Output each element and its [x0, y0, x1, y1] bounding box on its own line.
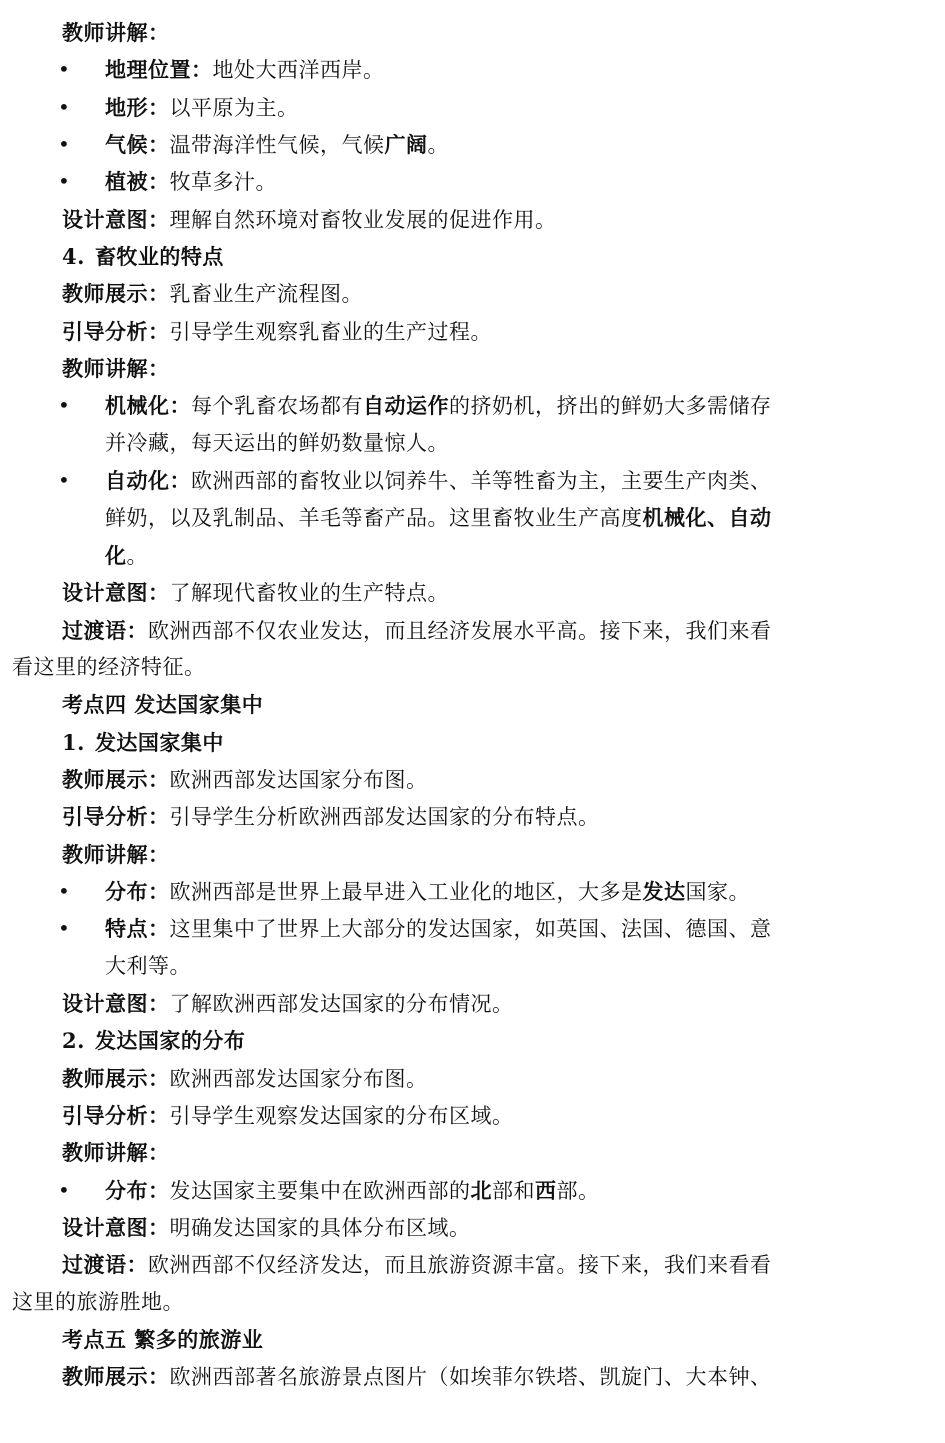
bullet-text: 的挤奶机，挤出的鲜奶大多需储存	[449, 394, 772, 419]
bullet-bold-text: 发达	[642, 878, 686, 904]
label: 教师讲解：	[62, 841, 170, 867]
transition	[0, 612, 945, 649]
bullet-icon: •	[58, 878, 71, 903]
bullet-icon: •	[58, 1177, 71, 1202]
label: 过渡语：	[62, 1252, 148, 1278]
teacher-explain-heading	[0, 1134, 945, 1171]
show-text: 欧洲西部发达国家分布图。	[169, 1066, 428, 1091]
bullet-bold-text: 北	[470, 1177, 492, 1203]
bullet-text: 鲜奶，以及乳制品、羊毛等畜产品。这里畜牧业生产高度	[105, 506, 643, 531]
bullet-continuation	[0, 425, 945, 462]
bullet-tail: 部。	[556, 1178, 600, 1203]
design-text: 明确发达国家的具体分布区域。	[169, 1216, 471, 1240]
label: 教师讲解：	[62, 356, 170, 382]
guide-analysis	[0, 313, 945, 350]
label: 设计意图：	[62, 206, 170, 232]
bullet-text: 牧草多汁。	[169, 170, 277, 195]
bullet-text: 每个乳畜农场都有	[191, 394, 363, 419]
bullet-text: 以平原为主。	[169, 95, 299, 120]
show-text: 乳畜业生产流程图。	[169, 282, 363, 307]
teacher-explain-heading	[0, 14, 945, 51]
design-text: 理解自然环境对畜牧业发展的促进作用。	[169, 207, 557, 232]
show-text: 欧洲西部著名旅游景点图片（如埃菲尔铁塔、凯旋门、大本钟、	[169, 1365, 772, 1390]
bullet-label: 植被：	[105, 169, 170, 195]
transition-text: 看这里的经济特征。	[12, 654, 206, 679]
bullet-item	[0, 126, 945, 163]
bullet-text: 温带海洋性气候，气候	[169, 133, 385, 158]
bullet-icon: •	[58, 393, 71, 418]
design-intent	[0, 1209, 945, 1246]
guide-analysis	[0, 798, 945, 835]
bullet-continuation	[0, 499, 945, 536]
bullet-label: 特点：	[105, 916, 170, 942]
bullet-icon: •	[58, 916, 71, 941]
point-heading	[0, 686, 945, 723]
label: 教师展示：	[62, 281, 170, 307]
bullet-item	[0, 89, 945, 126]
section-heading	[0, 238, 945, 275]
bullet-text: 欧洲西部的畜牧业以饲养牛、羊等牲畜为主，主要生产肉类、	[191, 469, 772, 494]
transition-text: 欧洲西部不仅农业发达，而且经济发展水平高。接下来，我们来看	[148, 618, 772, 643]
bullet-icon: •	[58, 57, 71, 82]
bullet-bold-text: 机械化、自动	[642, 505, 772, 531]
bullet-icon: •	[58, 468, 71, 493]
label: 教师讲解：	[62, 20, 170, 45]
bullet-label: 机械化：	[105, 393, 191, 419]
bullet-label: 自动化：	[105, 468, 191, 494]
teacher-show	[0, 1358, 945, 1395]
bullet-item	[0, 462, 945, 499]
bullet-label: 地形：	[105, 94, 170, 120]
document-page	[0, 14, 945, 1396]
section-heading	[0, 1022, 945, 1059]
bullet-continuation	[0, 948, 945, 985]
label: 教师展示：	[62, 766, 170, 792]
label: 教师讲解：	[62, 1140, 170, 1166]
bullet-label: 气候：	[105, 132, 170, 158]
design-intent	[0, 201, 945, 238]
bullet-text: 这里集中了世界上大部分的发达国家，如英国、法国、德国、意	[169, 917, 772, 942]
bullet-item	[0, 163, 945, 200]
design-intent	[0, 574, 945, 611]
guide-text: 引导学生观察发达国家的分布区域。	[169, 1103, 514, 1128]
bullet-text: 部和	[492, 1178, 535, 1203]
design-text: 了解欧洲西部发达国家的分布情况。	[169, 991, 514, 1016]
bullet-label: 分布：	[105, 878, 170, 904]
bullet-icon: •	[58, 94, 71, 119]
point-title: 考点五 繁多的旅游业	[62, 1327, 264, 1353]
bullet-text: 并冷藏，每天运出的鲜奶数量惊人。	[105, 430, 449, 455]
label: 引导分析：	[62, 804, 170, 830]
bullet-label: 分布：	[105, 1177, 170, 1203]
bullet-bold-text: 化	[105, 542, 127, 568]
bullet-continuation	[0, 537, 945, 574]
label: 设计意图：	[62, 990, 170, 1016]
bullet-bold-text: 西	[535, 1177, 557, 1203]
label: 教师展示：	[62, 1065, 170, 1091]
teacher-show	[0, 1060, 945, 1097]
guide-text: 引导学生分析欧洲西部发达国家的分布特点。	[169, 805, 600, 830]
point-title: 考点四 发达国家集中	[62, 692, 264, 718]
bullet-bold-text: 自动运作	[363, 393, 449, 419]
bullet-item	[0, 1172, 945, 1209]
label: 过渡语：	[62, 617, 148, 643]
design-intent	[0, 985, 945, 1022]
section-title: 畜牧业的特点	[94, 244, 224, 270]
bullet-item	[0, 910, 945, 947]
bullet-text: 地处大西洋西岸。	[212, 58, 385, 83]
section-number: 4.	[62, 244, 85, 270]
label: 设计意图：	[62, 580, 170, 606]
transition	[0, 1246, 945, 1283]
transition-text: 这里的旅游胜地。	[12, 1289, 184, 1314]
label: 设计意图：	[62, 1215, 170, 1240]
section-number: 1.	[62, 729, 85, 755]
label: 引导分析：	[62, 318, 170, 344]
label: 教师展示：	[62, 1364, 170, 1390]
guide-text: 引导学生观察乳畜业的生产过程。	[169, 319, 492, 344]
teacher-show	[0, 275, 945, 312]
bullet-icon: •	[58, 132, 71, 157]
section-heading	[0, 724, 945, 761]
transition-continuation	[0, 649, 945, 686]
bullet-text: 欧洲西部是世界上最早进入工业化的地区，大多是	[169, 879, 643, 904]
teacher-show	[0, 761, 945, 798]
section-title: 发达国家集中	[94, 729, 224, 755]
transition-text: 欧洲西部不仅经济发达，而且旅游资源丰富。接下来，我们来看看	[148, 1253, 772, 1278]
bullet-tail: 。	[126, 543, 148, 568]
label: 引导分析：	[62, 1102, 170, 1128]
bullet-tail: 。	[427, 133, 449, 158]
show-text: 欧洲西部发达国家分布图。	[169, 767, 428, 792]
bullet-tail: 国家。	[685, 879, 750, 904]
bullet-item	[0, 387, 945, 424]
transition-continuation	[0, 1284, 945, 1321]
bullet-item	[0, 51, 945, 88]
section-title: 发达国家的分布	[94, 1028, 246, 1054]
bullet-item	[0, 873, 945, 910]
guide-analysis	[0, 1097, 945, 1134]
section-number: 2.	[62, 1028, 85, 1054]
bullet-icon: •	[58, 169, 71, 194]
design-text: 了解现代畜牧业的生产特点。	[169, 581, 449, 606]
teacher-explain-heading	[0, 836, 945, 873]
bullet-text: 发达国家主要集中在欧洲西部的	[169, 1178, 471, 1203]
bullet-text: 大利等。	[105, 953, 191, 978]
bullet-label: 地理位置：	[105, 57, 213, 83]
teacher-explain-heading	[0, 350, 945, 387]
point-heading	[0, 1321, 945, 1358]
bullet-bold-text: 广阔	[384, 132, 428, 158]
